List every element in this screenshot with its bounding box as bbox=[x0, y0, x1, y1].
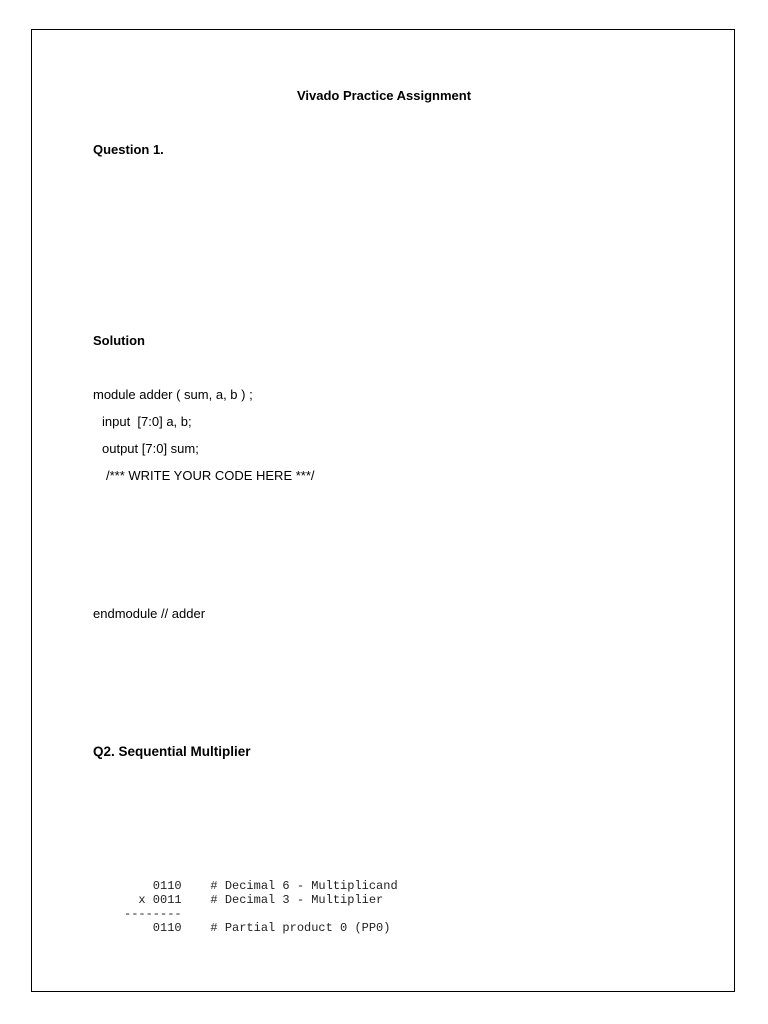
code-line-input: input [7:0] a, b; bbox=[102, 414, 192, 429]
code-line-placeholder: /*** WRITE YOUR CODE HERE ***/ bbox=[106, 468, 315, 483]
question1-heading: Question 1. bbox=[93, 142, 164, 157]
code-line-module: module adder ( sum, a, b ) ; bbox=[93, 387, 253, 402]
solution-heading: Solution bbox=[93, 333, 145, 348]
code-line-endmodule: endmodule // adder bbox=[93, 606, 206, 621]
multiplicand-line: 0110 # Decimal 6 - Multiplicand bbox=[124, 879, 398, 893]
question2-heading: Q2. Sequential Multiplier bbox=[93, 744, 251, 759]
multiplier-line: x 0011 # Decimal 3 - Multiplier bbox=[124, 893, 384, 907]
page-border bbox=[31, 29, 735, 992]
separator-line: -------- bbox=[124, 907, 182, 921]
document-title: Vivado Practice Assignment bbox=[296, 88, 472, 103]
partial-product-line: 0110 # Partial product 0 (PP0) bbox=[124, 921, 391, 935]
code-line-output: output [7:0] sum; bbox=[102, 441, 199, 456]
